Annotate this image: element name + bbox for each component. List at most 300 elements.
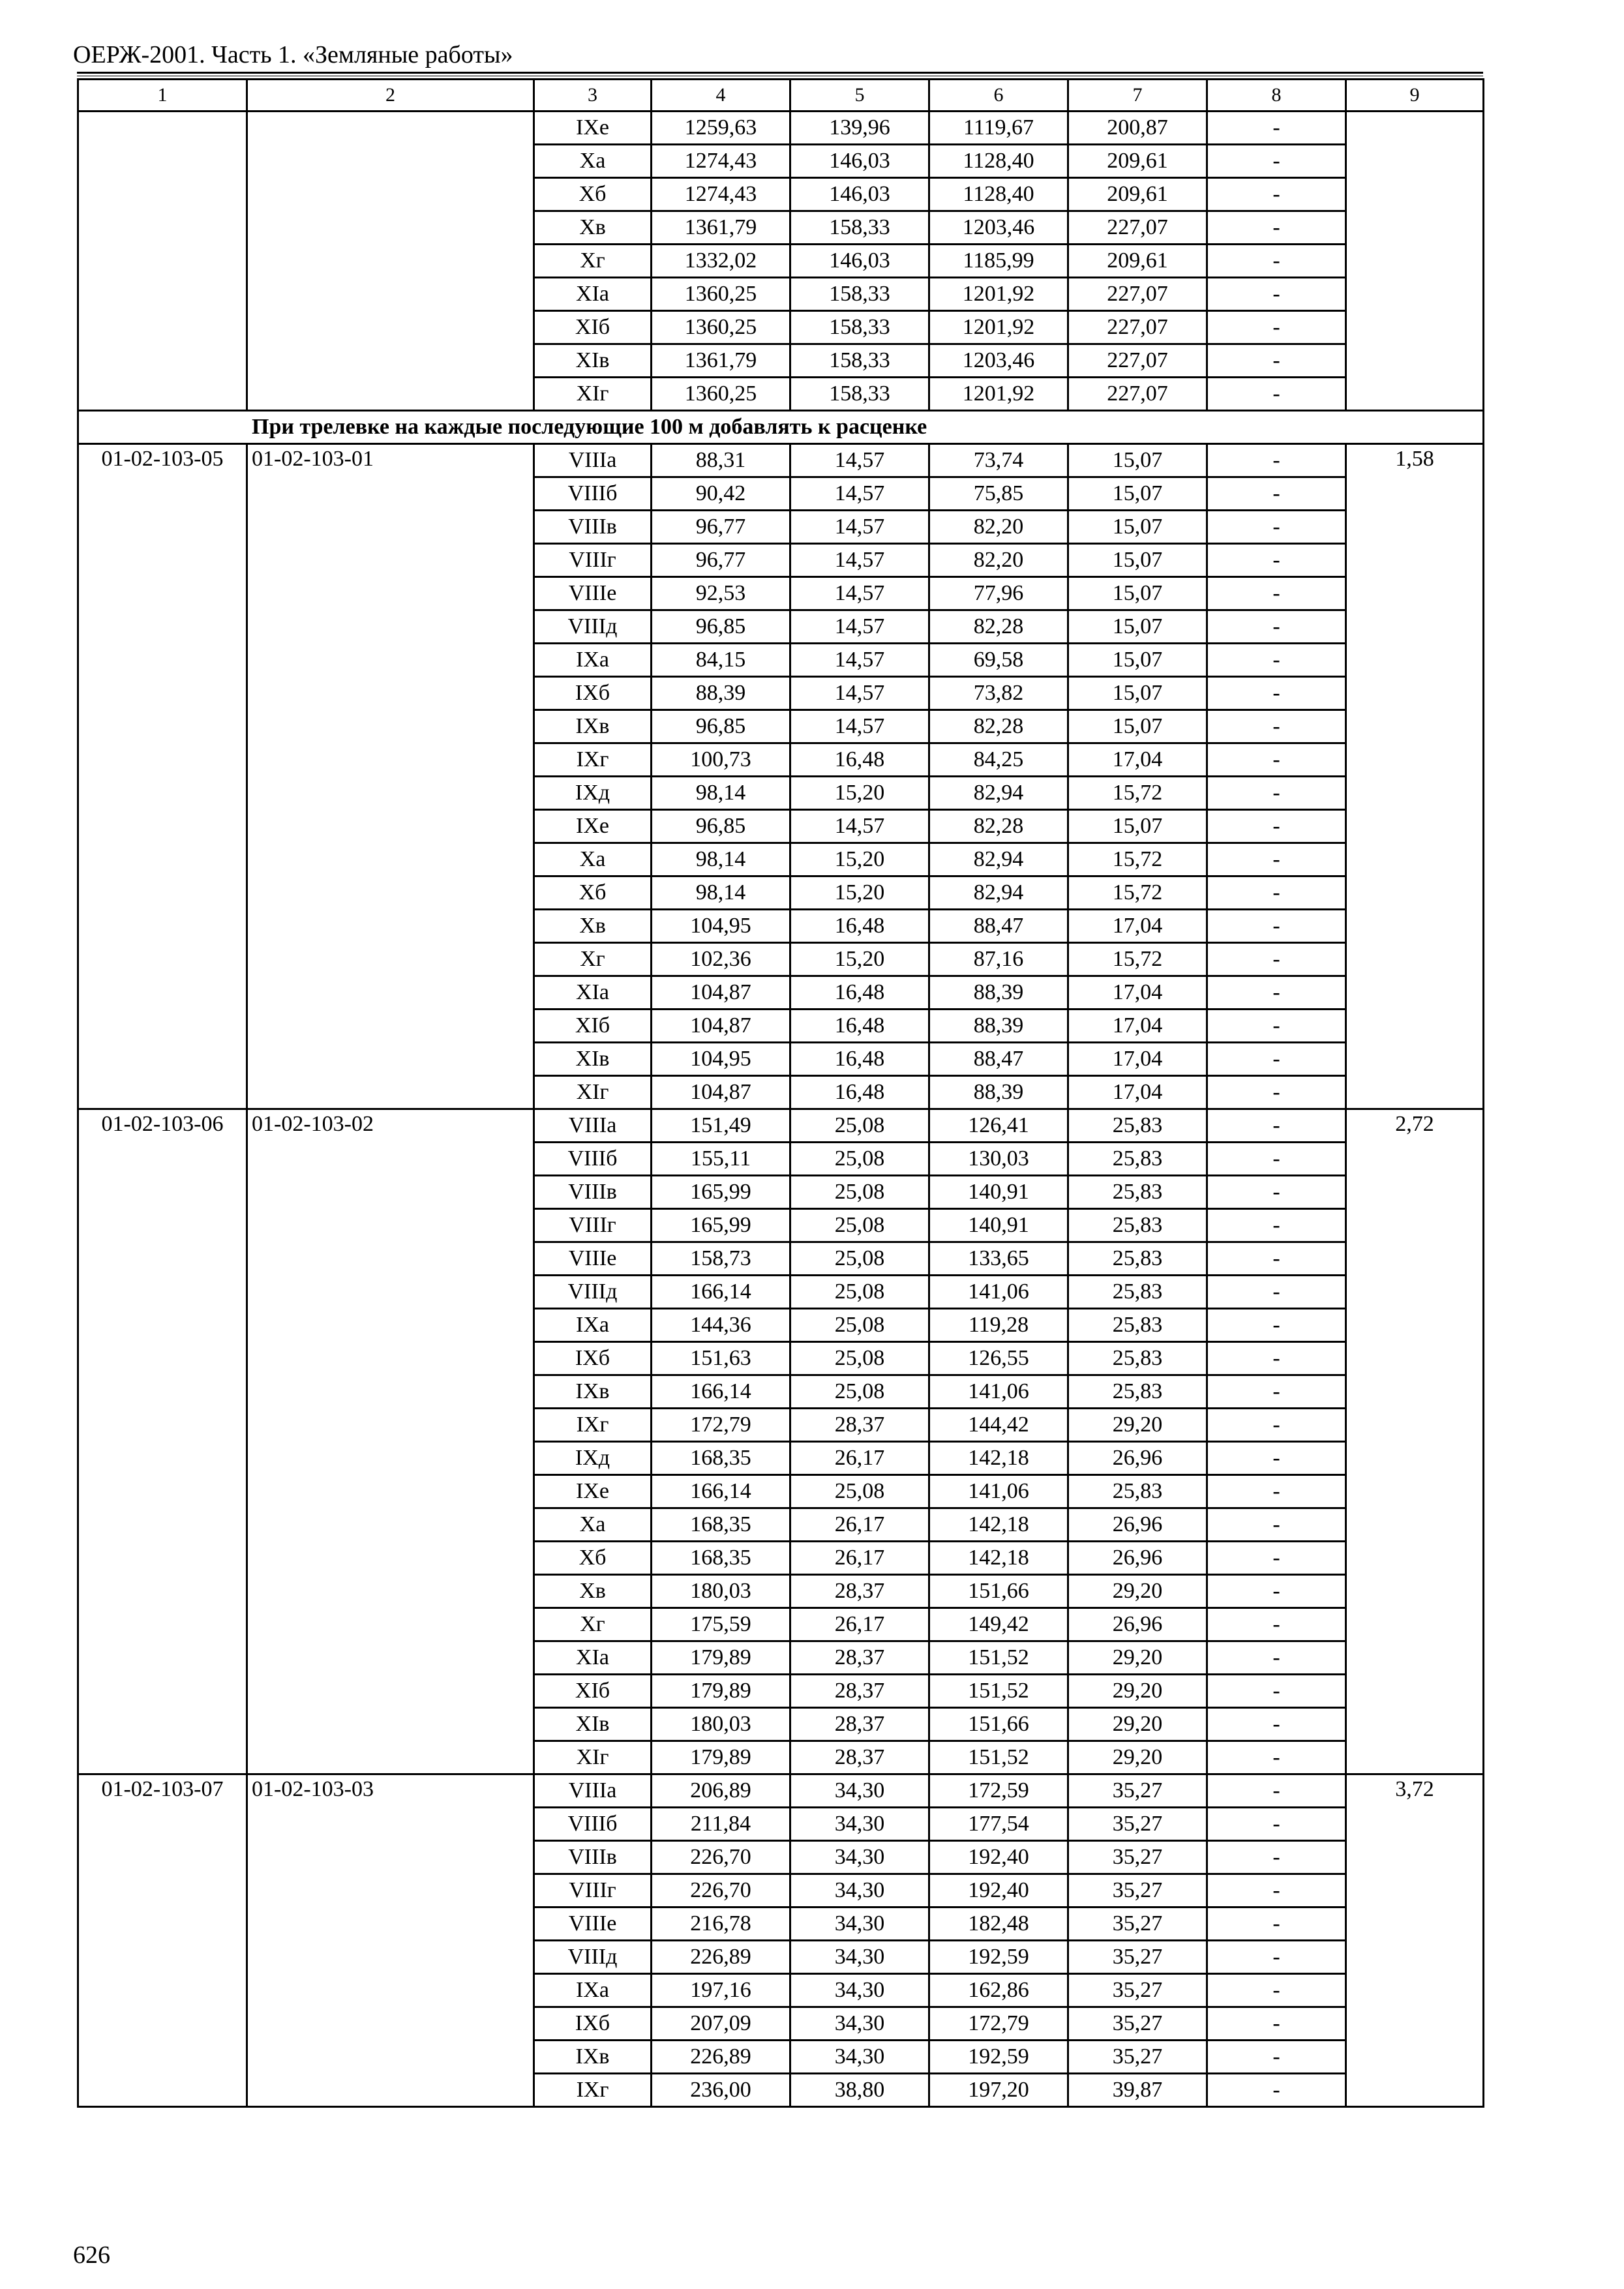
value-cell-col5: 14,57 [790, 577, 929, 610]
value-cell-col8: - [1207, 1675, 1346, 1708]
value-cell-col6: 1203,46 [929, 344, 1068, 378]
value-cell-col7: 35,27 [1068, 1908, 1207, 1941]
value-cell-col6: 1185,99 [929, 245, 1068, 278]
column-number-cell: 8 [1207, 80, 1346, 112]
value-cell-col8: - [1207, 2041, 1346, 2074]
value-cell-col5: 25,08 [790, 1176, 929, 1209]
value-cell-col3: VIIIв [534, 511, 652, 544]
value-cell-col4: 158,73 [652, 1242, 790, 1276]
value-cell-col8: - [1207, 278, 1346, 311]
value-cell-col5: 25,08 [790, 1242, 929, 1276]
value-cell-col3: Xв [534, 1575, 652, 1608]
value-cell-col6: 82,20 [929, 511, 1068, 544]
value-cell-col5: 28,37 [790, 1708, 929, 1741]
value-cell-col7: 26,96 [1068, 1508, 1207, 1542]
value-cell-col3: IXа [534, 1309, 652, 1342]
value-cell-col3: XIг [534, 1741, 652, 1774]
base-rate-ref-cell [247, 112, 534, 411]
value-cell-col8: - [1207, 1409, 1346, 1442]
value-cell-col3: Xг [534, 943, 652, 976]
value-cell-col5: 16,48 [790, 976, 929, 1010]
value-cell-col4: 168,35 [652, 1508, 790, 1542]
value-cell-col7: 35,27 [1068, 2041, 1207, 2074]
rates-table [77, 78, 1484, 2108]
value-cell-col6: 144,42 [929, 1409, 1068, 1442]
value-cell-col4: 179,89 [652, 1741, 790, 1774]
value-cell-col8: - [1207, 1774, 1346, 1808]
value-cell-col5: 14,57 [790, 710, 929, 743]
value-cell-col4: 166,14 [652, 1375, 790, 1409]
value-cell-col3: Xб [534, 1542, 652, 1575]
value-cell-col7: 15,07 [1068, 511, 1207, 544]
value-cell-col6: 141,06 [929, 1276, 1068, 1309]
value-cell-col4: 226,70 [652, 1874, 790, 1908]
value-cell-col7: 15,07 [1068, 577, 1207, 610]
value-cell-col8: - [1207, 1841, 1346, 1874]
value-cell-col3: Xа [534, 1508, 652, 1542]
value-cell-col7: 25,83 [1068, 1143, 1207, 1176]
value-cell-col5: 25,08 [790, 1342, 929, 1375]
value-cell-col7: 25,83 [1068, 1309, 1207, 1342]
value-cell-col8: - [1207, 1109, 1346, 1143]
value-cell-col8: - [1207, 1708, 1346, 1741]
value-cell-col6: 82,94 [929, 843, 1068, 876]
value-cell-col8: - [1207, 1575, 1346, 1608]
value-cell-col4: 166,14 [652, 1276, 790, 1309]
value-cell-col3: VIIIв [534, 1176, 652, 1209]
value-cell-col5: 34,30 [790, 1808, 929, 1841]
value-cell-col5: 158,33 [790, 378, 929, 411]
value-cell-col4: 226,89 [652, 2041, 790, 2074]
value-cell-col8: - [1207, 1874, 1346, 1908]
value-cell-col5: 146,03 [790, 178, 929, 211]
value-cell-col5: 28,37 [790, 1409, 929, 1442]
value-cell-col8: - [1207, 1276, 1346, 1309]
value-cell-col5: 25,08 [790, 1475, 929, 1508]
value-cell-col3: VIIIд [534, 610, 652, 644]
value-cell-col6: 151,66 [929, 1575, 1068, 1608]
value-cell-col4: 104,87 [652, 976, 790, 1010]
value-cell-col8: - [1207, 1209, 1346, 1242]
value-cell-col6: 77,96 [929, 577, 1068, 610]
value-cell-col3: VIIIа [534, 444, 652, 477]
value-cell-col4: 98,14 [652, 876, 790, 910]
value-cell-col8: - [1207, 544, 1346, 577]
rate-code-cell: 01-02-103-05 [78, 444, 247, 1109]
value-cell-col6: 130,03 [929, 1143, 1068, 1176]
value-cell-col8: - [1207, 211, 1346, 245]
value-cell-col8: - [1207, 1941, 1346, 1974]
value-cell-col8: - [1207, 1010, 1346, 1043]
value-cell-col5: 146,03 [790, 145, 929, 178]
value-cell-col8: - [1207, 1908, 1346, 1941]
value-cell-col6: 82,20 [929, 544, 1068, 577]
value-cell-col7: 15,72 [1068, 943, 1207, 976]
table-row [78, 444, 1484, 477]
value-cell-col5: 25,08 [790, 1276, 929, 1309]
value-cell-col5: 25,08 [790, 1209, 929, 1242]
value-cell-col7: 209,61 [1068, 178, 1207, 211]
value-cell-col4: 1274,43 [652, 145, 790, 178]
value-cell-col3: IXг [534, 1409, 652, 1442]
value-cell-col6: 172,59 [929, 1774, 1068, 1808]
value-cell-col5: 15,20 [790, 943, 929, 976]
value-cell-col3: IXв [534, 2041, 652, 2074]
value-cell-col6: 73,74 [929, 444, 1068, 477]
value-cell-col4: 102,36 [652, 943, 790, 976]
value-cell-col6: 69,58 [929, 644, 1068, 677]
value-cell-col3: VIIIе [534, 577, 652, 610]
value-cell-col6: 192,59 [929, 1941, 1068, 1974]
value-cell-col8: - [1207, 444, 1346, 477]
rate-code-cell [78, 112, 247, 411]
value-cell-col8: - [1207, 876, 1346, 910]
col9-value-cell: 2,72 [1346, 1109, 1484, 1774]
value-cell-col8: - [1207, 1242, 1346, 1276]
value-cell-col4: 151,49 [652, 1109, 790, 1143]
value-cell-col7: 17,04 [1068, 743, 1207, 777]
value-cell-col8: - [1207, 1442, 1346, 1475]
value-cell-col7: 15,07 [1068, 610, 1207, 644]
column-number-cell: 1 [78, 80, 247, 112]
value-cell-col7: 15,07 [1068, 810, 1207, 843]
value-cell-col6: 119,28 [929, 1309, 1068, 1342]
value-cell-col7: 15,07 [1068, 444, 1207, 477]
value-cell-col7: 209,61 [1068, 145, 1207, 178]
value-cell-col5: 158,33 [790, 344, 929, 378]
value-cell-col3: XIв [534, 344, 652, 378]
value-cell-col4: 1259,63 [652, 112, 790, 145]
value-cell-col6: 142,18 [929, 1542, 1068, 1575]
value-cell-col4: 165,99 [652, 1176, 790, 1209]
value-cell-col3: VIIIа [534, 1109, 652, 1143]
value-cell-col8: - [1207, 777, 1346, 810]
col9-value-cell: 1,58 [1346, 444, 1484, 1109]
column-number-row [78, 80, 1484, 112]
value-cell-col3: IXб [534, 2007, 652, 2041]
value-cell-col4: 1360,25 [652, 378, 790, 411]
column-number-cell: 5 [790, 80, 929, 112]
value-cell-col8: - [1207, 378, 1346, 411]
value-cell-col6: 172,79 [929, 2007, 1068, 2041]
value-cell-col4: 165,99 [652, 1209, 790, 1242]
value-cell-col5: 16,48 [790, 1010, 929, 1043]
value-cell-col8: - [1207, 344, 1346, 378]
value-cell-col8: - [1207, 677, 1346, 710]
value-cell-col5: 34,30 [790, 1774, 929, 1808]
value-cell-col5: 16,48 [790, 743, 929, 777]
value-cell-col3: VIIIд [534, 1941, 652, 1974]
value-cell-col6: 73,82 [929, 677, 1068, 710]
value-cell-col4: 236,00 [652, 2074, 790, 2107]
value-cell-col3: Xа [534, 145, 652, 178]
value-cell-col5: 34,30 [790, 1941, 929, 1974]
value-cell-col4: 168,35 [652, 1442, 790, 1475]
base-rate-ref-cell: 01-02-103-01 [247, 444, 534, 1109]
value-cell-col4: 207,09 [652, 2007, 790, 2041]
value-cell-col5: 14,57 [790, 477, 929, 511]
value-cell-col8: - [1207, 145, 1346, 178]
value-cell-col5: 158,33 [790, 211, 929, 245]
value-cell-col4: 1360,25 [652, 278, 790, 311]
value-cell-col8: - [1207, 1375, 1346, 1409]
value-cell-col4: 197,16 [652, 1974, 790, 2007]
value-cell-col5: 28,37 [790, 1741, 929, 1774]
value-cell-col6: 126,41 [929, 1109, 1068, 1143]
value-cell-col6: 162,86 [929, 1974, 1068, 2007]
value-cell-col4: 1360,25 [652, 311, 790, 344]
value-cell-col4: 96,85 [652, 810, 790, 843]
base-rate-ref-cell: 01-02-103-03 [247, 1774, 534, 2107]
value-cell-col7: 15,07 [1068, 477, 1207, 511]
value-cell-col4: 180,03 [652, 1575, 790, 1608]
value-cell-col3: Xг [534, 245, 652, 278]
value-cell-col6: 75,85 [929, 477, 1068, 511]
value-cell-col7: 227,07 [1068, 211, 1207, 245]
value-cell-col7: 35,27 [1068, 1941, 1207, 1974]
col9-value-cell [1346, 112, 1484, 411]
value-cell-col4: 104,87 [652, 1076, 790, 1109]
value-cell-col5: 15,20 [790, 876, 929, 910]
value-cell-col5: 26,17 [790, 1542, 929, 1575]
column-number-cell: 4 [652, 80, 790, 112]
value-cell-col4: 96,85 [652, 710, 790, 743]
value-cell-col5: 16,48 [790, 1043, 929, 1076]
value-cell-col8: - [1207, 2074, 1346, 2107]
value-cell-col3: IXд [534, 1442, 652, 1475]
value-cell-col6: 126,55 [929, 1342, 1068, 1375]
value-cell-col3: Xв [534, 211, 652, 245]
value-cell-col6: 1128,40 [929, 178, 1068, 211]
value-cell-col7: 15,07 [1068, 710, 1207, 743]
value-cell-col8: - [1207, 843, 1346, 876]
value-cell-col3: XIг [534, 1076, 652, 1109]
value-cell-col8: - [1207, 178, 1346, 211]
table-row [78, 1774, 1484, 1808]
rate-code-cell: 01-02-103-06 [78, 1109, 247, 1774]
header-rule-thick [77, 72, 1483, 74]
value-cell-col5: 15,20 [790, 777, 929, 810]
value-cell-col7: 26,96 [1068, 1442, 1207, 1475]
value-cell-col7: 15,72 [1068, 843, 1207, 876]
value-cell-col6: 151,66 [929, 1708, 1068, 1741]
section-row [78, 411, 1484, 444]
page-number: 626 [73, 2241, 110, 2269]
value-cell-col7: 29,20 [1068, 1675, 1207, 1708]
value-cell-col6: 87,16 [929, 943, 1068, 976]
value-cell-col7: 15,07 [1068, 677, 1207, 710]
value-cell-col3: VIIIб [534, 1808, 652, 1841]
value-cell-col7: 15,72 [1068, 777, 1207, 810]
value-cell-col4: 100,73 [652, 743, 790, 777]
value-cell-col4: 96,77 [652, 511, 790, 544]
value-cell-col4: 179,89 [652, 1641, 790, 1675]
value-cell-col3: VIIIг [534, 1209, 652, 1242]
value-cell-col6: 149,42 [929, 1608, 1068, 1641]
value-cell-col4: 166,14 [652, 1475, 790, 1508]
value-cell-col3: XIв [534, 1043, 652, 1076]
value-cell-col5: 14,57 [790, 511, 929, 544]
value-cell-col5: 28,37 [790, 1575, 929, 1608]
value-cell-col5: 14,57 [790, 677, 929, 710]
value-cell-col6: 1201,92 [929, 311, 1068, 344]
value-cell-col8: - [1207, 743, 1346, 777]
value-cell-col3: IXа [534, 644, 652, 677]
value-cell-col6: 177,54 [929, 1808, 1068, 1841]
value-cell-col4: 206,89 [652, 1774, 790, 1808]
table-body [78, 80, 1484, 2107]
column-number-cell: 3 [534, 80, 652, 112]
value-cell-col3: VIIIд [534, 1276, 652, 1309]
value-cell-col8: - [1207, 943, 1346, 976]
value-cell-col6: 197,20 [929, 2074, 1068, 2107]
value-cell-col3: VIIIб [534, 1143, 652, 1176]
base-rate-ref-cell: 01-02-103-02 [247, 1109, 534, 1774]
column-number-cell: 9 [1346, 80, 1484, 112]
value-cell-col3: IXе [534, 1475, 652, 1508]
value-cell-col4: 104,95 [652, 1043, 790, 1076]
value-cell-col4: 1361,79 [652, 211, 790, 245]
value-cell-col7: 200,87 [1068, 112, 1207, 145]
value-cell-col6: 82,28 [929, 610, 1068, 644]
value-cell-col4: 1274,43 [652, 178, 790, 211]
value-cell-col5: 34,30 [790, 1874, 929, 1908]
value-cell-col4: 155,11 [652, 1143, 790, 1176]
value-cell-col7: 35,27 [1068, 1974, 1207, 2007]
value-cell-col7: 227,07 [1068, 278, 1207, 311]
value-cell-col5: 139,96 [790, 112, 929, 145]
value-cell-col5: 16,48 [790, 1076, 929, 1109]
value-cell-col6: 88,47 [929, 1043, 1068, 1076]
value-cell-col8: - [1207, 511, 1346, 544]
value-cell-col4: 216,78 [652, 1908, 790, 1941]
value-cell-col3: VIIIб [534, 477, 652, 511]
value-cell-col5: 146,03 [790, 245, 929, 278]
value-cell-col3: IXб [534, 1342, 652, 1375]
value-cell-col7: 29,20 [1068, 1708, 1207, 1741]
value-cell-col4: 90,42 [652, 477, 790, 511]
value-cell-col8: - [1207, 1143, 1346, 1176]
value-cell-col7: 26,96 [1068, 1542, 1207, 1575]
value-cell-col4: 172,79 [652, 1409, 790, 1442]
value-cell-col4: 175,59 [652, 1608, 790, 1641]
value-cell-col3: IXа [534, 1974, 652, 2007]
value-cell-col8: - [1207, 1741, 1346, 1774]
value-cell-col7: 29,20 [1068, 1641, 1207, 1675]
value-cell-col8: - [1207, 1508, 1346, 1542]
value-cell-col3: Xб [534, 876, 652, 910]
value-cell-col7: 35,27 [1068, 2007, 1207, 2041]
value-cell-col6: 192,59 [929, 2041, 1068, 2074]
value-cell-col5: 14,57 [790, 610, 929, 644]
value-cell-col4: 98,14 [652, 843, 790, 876]
value-cell-col5: 16,48 [790, 910, 929, 943]
value-cell-col5: 26,17 [790, 1608, 929, 1641]
value-cell-col8: - [1207, 610, 1346, 644]
value-cell-col7: 35,27 [1068, 1774, 1207, 1808]
value-cell-col7: 17,04 [1068, 910, 1207, 943]
value-cell-col4: 226,89 [652, 1941, 790, 1974]
value-cell-col4: 144,36 [652, 1309, 790, 1342]
value-cell-col6: 141,06 [929, 1375, 1068, 1409]
value-cell-col7: 17,04 [1068, 1010, 1207, 1043]
value-cell-col4: 168,35 [652, 1542, 790, 1575]
value-cell-col6: 88,39 [929, 1076, 1068, 1109]
value-cell-col8: - [1207, 1342, 1346, 1375]
value-cell-col6: 82,28 [929, 710, 1068, 743]
value-cell-col5: 158,33 [790, 278, 929, 311]
value-cell-col7: 39,87 [1068, 2074, 1207, 2107]
value-cell-col8: - [1207, 1608, 1346, 1641]
section-heading: При трелевке на каждые последующие 100 м добавлять к расценке [78, 411, 1484, 444]
value-cell-col5: 26,17 [790, 1508, 929, 1542]
value-cell-col3: VIIIе [534, 1908, 652, 1941]
value-cell-col8: - [1207, 710, 1346, 743]
value-cell-col8: - [1207, 245, 1346, 278]
value-cell-col3: XIа [534, 976, 652, 1010]
value-cell-col6: 142,18 [929, 1508, 1068, 1542]
value-cell-col6: 142,18 [929, 1442, 1068, 1475]
value-cell-col4: 92,53 [652, 577, 790, 610]
table-row [78, 1109, 1484, 1143]
value-cell-col7: 25,83 [1068, 1342, 1207, 1375]
value-cell-col5: 34,30 [790, 2007, 929, 2041]
value-cell-col7: 25,83 [1068, 1276, 1207, 1309]
value-cell-col7: 15,07 [1068, 644, 1207, 677]
value-cell-col5: 28,37 [790, 1641, 929, 1675]
value-cell-col5: 14,57 [790, 644, 929, 677]
value-cell-col7: 25,83 [1068, 1242, 1207, 1276]
value-cell-col7: 25,83 [1068, 1109, 1207, 1143]
value-cell-col8: - [1207, 2007, 1346, 2041]
value-cell-col8: - [1207, 311, 1346, 344]
value-cell-col8: - [1207, 1475, 1346, 1508]
value-cell-col3: XIб [534, 1675, 652, 1708]
value-cell-col3: IXв [534, 1375, 652, 1409]
value-cell-col5: 28,37 [790, 1675, 929, 1708]
value-cell-col3: Xв [534, 910, 652, 943]
value-cell-col6: 133,65 [929, 1242, 1068, 1276]
value-cell-col5: 158,33 [790, 311, 929, 344]
value-cell-col7: 26,96 [1068, 1608, 1207, 1641]
value-cell-col7: 17,04 [1068, 1043, 1207, 1076]
value-cell-col6: 141,06 [929, 1475, 1068, 1508]
value-cell-col4: 226,70 [652, 1841, 790, 1874]
value-cell-col3: XIв [534, 1708, 652, 1741]
value-cell-col5: 26,17 [790, 1442, 929, 1475]
value-cell-col6: 151,52 [929, 1741, 1068, 1774]
value-cell-col8: - [1207, 577, 1346, 610]
value-cell-col4: 1332,02 [652, 245, 790, 278]
value-cell-col3: IXе [534, 112, 652, 145]
value-cell-col3: VIIIг [534, 1874, 652, 1908]
value-cell-col3: IXе [534, 810, 652, 843]
value-cell-col8: - [1207, 1808, 1346, 1841]
value-cell-col5: 25,08 [790, 1109, 929, 1143]
value-cell-col6: 1203,46 [929, 211, 1068, 245]
value-cell-col3: XIб [534, 1010, 652, 1043]
value-cell-col7: 17,04 [1068, 1076, 1207, 1109]
col9-value-cell: 3,72 [1346, 1774, 1484, 2107]
value-cell-col5: 15,20 [790, 843, 929, 876]
value-cell-col8: - [1207, 976, 1346, 1010]
value-cell-col3: VIIIг [534, 544, 652, 577]
value-cell-col8: - [1207, 1309, 1346, 1342]
value-cell-col6: 88,39 [929, 976, 1068, 1010]
value-cell-col7: 17,04 [1068, 976, 1207, 1010]
value-cell-col7: 35,27 [1068, 1841, 1207, 1874]
value-cell-col5: 25,08 [790, 1143, 929, 1176]
